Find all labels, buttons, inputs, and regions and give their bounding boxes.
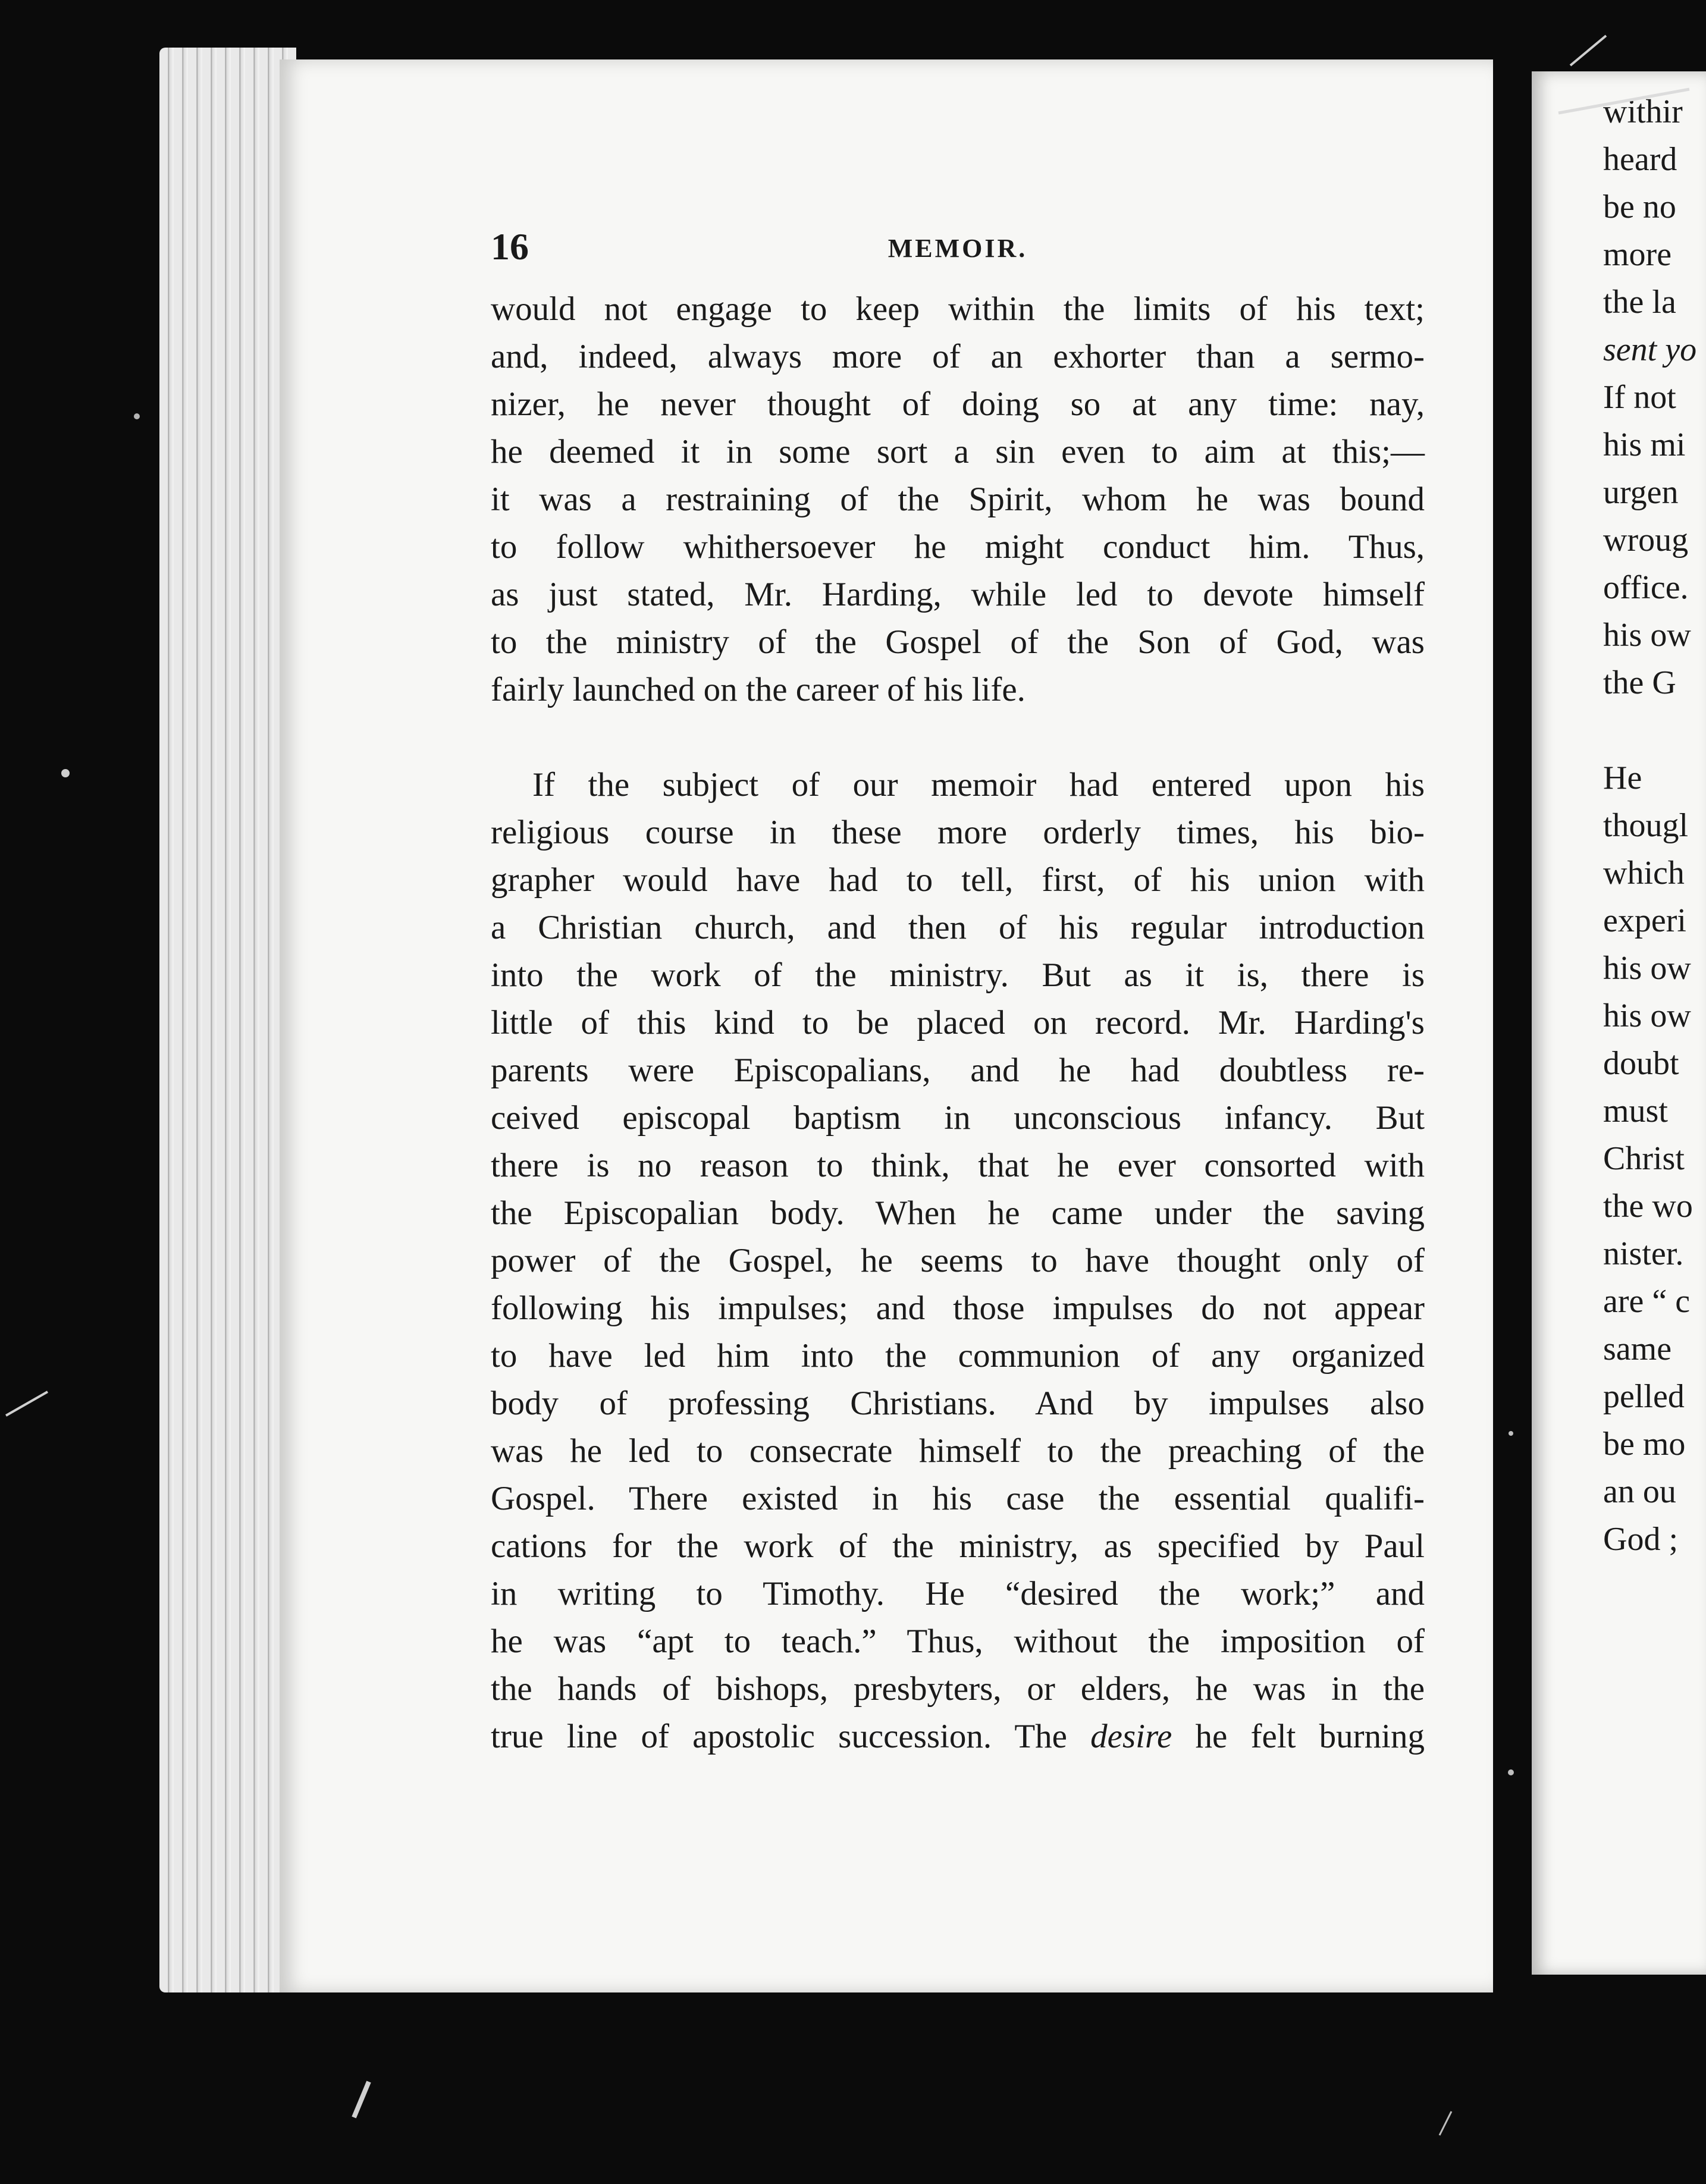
facing-page-fragment: his mi [1603, 426, 1686, 463]
facing-page-fragment: be no [1603, 189, 1676, 225]
facing-page-fragment: which [1603, 855, 1685, 892]
facing-page-fragment: Christ [1603, 1140, 1685, 1177]
text-fragment: true line of apostolic succession. The [491, 1718, 1091, 1755]
facing-page-fragment: the G [1603, 664, 1676, 701]
text-fragment: he felt burning [1172, 1718, 1425, 1755]
text-line: nizer, he never thought of doing so at any time: nay, [491, 385, 1425, 423]
facing-page-fragment: are “ c [1603, 1283, 1691, 1320]
facing-page-fragment: thougl [1603, 807, 1689, 844]
facing-page-fragment: withir [1603, 93, 1683, 130]
text-line: to follow whithersoever he might conduct him. Thus, [491, 528, 1425, 566]
text-line-final [491, 1713, 1425, 1761]
facing-page-fragment: must [1603, 1093, 1668, 1129]
facing-page-fragment: nister. [1603, 1235, 1684, 1272]
text-line: as just stated, Mr. Harding, while led to devote himself [491, 576, 1425, 613]
facing-page-fragment: be mo [1603, 1426, 1686, 1463]
facing-page-fragment: If not [1603, 379, 1676, 416]
facing-page-fragment: an ou [1603, 1473, 1676, 1510]
text-line: would not engage to keep within the limits of his text; [491, 290, 1425, 328]
text-line: following his impulses; and those impulses do not appear [491, 1289, 1425, 1327]
facing-page-fragment: same [1603, 1331, 1672, 1367]
text-line: cations for the work of the ministry, as specified by Paul [491, 1527, 1425, 1565]
text-line: and, indeed, always more of an exhorter than a sermo- [491, 338, 1425, 375]
text-line: he deemed it in some sort a sin even to aim at this;— [491, 433, 1425, 470]
facing-page-fragment: his ow [1603, 950, 1691, 987]
page-header [491, 225, 1425, 266]
running-head: MEMOIR. [888, 234, 1028, 263]
facing-page-fragment: urgen [1603, 474, 1679, 511]
text-line: fairly launched on the career of his life. [491, 671, 1026, 708]
facing-page-fragment: experi [1603, 902, 1686, 939]
text-line: was he led to consecrate himself to the preaching of the [491, 1432, 1425, 1470]
facing-page-fragment: pelled [1603, 1378, 1685, 1415]
facing-page-fragment: doubt [1603, 1045, 1679, 1082]
text-line: it was a restraining of the Spirit, whom he was bound [491, 481, 1425, 518]
paragraph-2 [491, 761, 1425, 1761]
text-line: in writing to Timothy. He “desired the work;” and [491, 1575, 1425, 1612]
body-text [491, 285, 1425, 1761]
facing-page-fragment: He [1603, 760, 1642, 796]
page-number: 16 [491, 225, 529, 268]
paragraph-1 [491, 285, 1425, 714]
text-line: body of professing Christians. And by impulses also [491, 1385, 1425, 1422]
facing-page-fragment: God ; [1603, 1521, 1678, 1558]
facing-page-fragment: his ow [1603, 617, 1691, 654]
text-line: ceived episcopal baptism in unconscious infancy. But [491, 1099, 1425, 1137]
paragraph-spacer [491, 714, 1425, 761]
facing-page-fragment: the wo [1603, 1188, 1693, 1225]
text-line: grapher would have had to tell, first, of his union with [491, 861, 1425, 899]
text-line: the Episcopalian body. When he came under the saving [491, 1194, 1425, 1232]
facing-page-fragment: more [1603, 236, 1672, 273]
facing-page-fragment: wroug [1603, 522, 1689, 558]
text-line: Gospel. There existed in his case the essential qualifi- [491, 1480, 1425, 1517]
facing-page-fragment: the la [1603, 284, 1676, 321]
facing-page-fragment: office. [1603, 569, 1689, 606]
text-line: he was “apt to teach.” Thus, without the imposition of [491, 1623, 1425, 1660]
facing-page [1532, 71, 1706, 1975]
text-line: to the ministry of the Gospel of the Son of God, was [491, 623, 1425, 661]
text-line: a Christian church, and then of his regular introduction [491, 909, 1425, 946]
text-line: If the subject of our memoir had entered upon his [532, 766, 1425, 804]
text-line: little of this kind to be placed on record. Mr. Harding's [491, 1004, 1425, 1041]
text-line: there is no reason to think, that he ever consorted with [491, 1147, 1425, 1184]
facing-page-fragment: sent yo [1603, 331, 1697, 368]
text-line: into the work of the ministry. But as it is, there is [491, 956, 1425, 994]
text-line: power of the Gospel, he seems to have thought only of [491, 1242, 1425, 1279]
text-line: the hands of bishops, presbyters, or elders, he was in the [491, 1670, 1425, 1708]
text-line: religious course in these more orderly times, his bio- [491, 814, 1425, 851]
text-line: to have led him into the communion of any organized [491, 1337, 1425, 1375]
facing-page-fragment: heard [1603, 141, 1677, 178]
italic-word: desire [1090, 1718, 1172, 1755]
facing-page-fragment: his ow [1603, 997, 1691, 1034]
page-edges [159, 48, 296, 1992]
text-line: parents were Episcopalians, and he had doubtless re- [491, 1052, 1425, 1089]
